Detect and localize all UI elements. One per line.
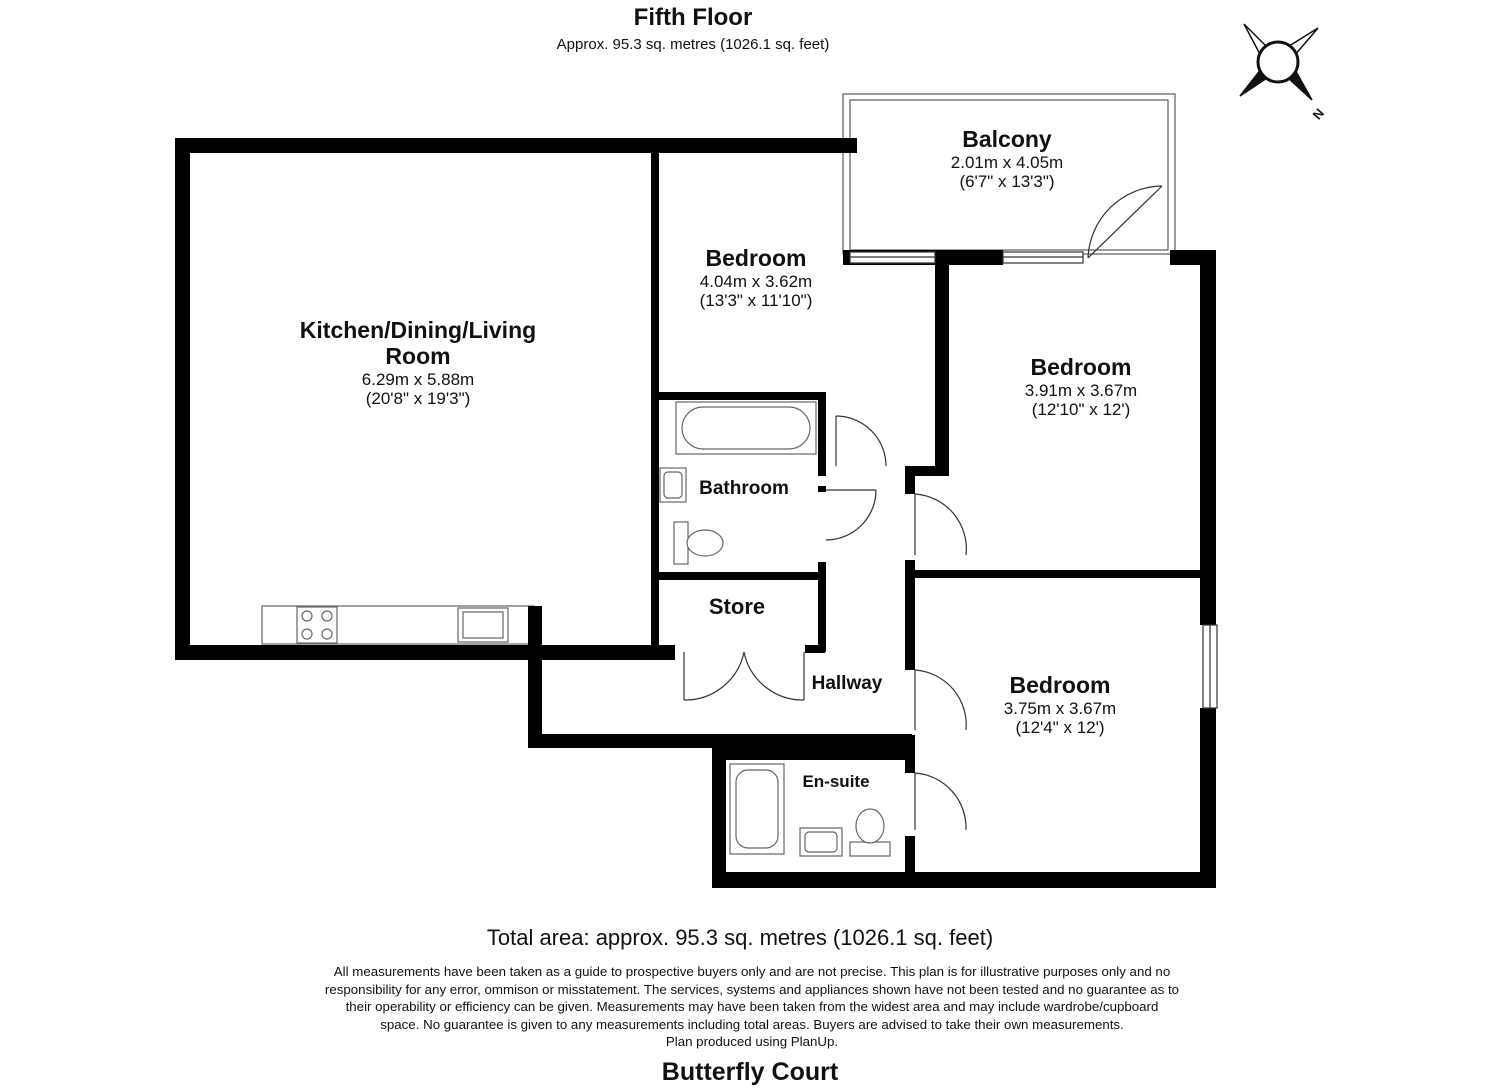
room-store: Store [708, 594, 766, 619]
balcony-metric: 2.01m x 4.05m [950, 153, 1064, 172]
building-name: Butterfly Court [661, 1058, 839, 1086]
kitchen-metric: 6.29m x 5.88m [361, 370, 475, 389]
room-bedroom-1 [700, 245, 813, 310]
bedroom1-name: Bedroom [705, 245, 807, 271]
bedroom3-name: Bedroom [1009, 672, 1111, 698]
total-area: Total area: approx. 95.3 sq. metres (1026.1 sq. feet) [486, 925, 994, 950]
kitchen-counter [262, 606, 534, 644]
kitchen-name-line2: Room [385, 343, 451, 369]
bedroom2-imperial: (12'10" x 12') [1031, 400, 1131, 419]
balcony-imperial: (6'7" x 13'3") [959, 172, 1055, 191]
room-bedroom-3 [1004, 672, 1116, 737]
kitchen-imperial: (20'8" x 19'3") [365, 389, 471, 408]
balcony-name: Balcony [962, 126, 1052, 152]
room-bedroom-2 [1025, 354, 1137, 419]
room-hallway: Hallway [811, 673, 883, 694]
disclaimer-line: their operability or efficiency can be given. Measurements may have been taken from the widest area and may include wardrobe/cupboard [345, 999, 1159, 1014]
disclaimer-line: All measurements have been taken as a guide to prospective buyers only and are not precise. This plan is for illustrative purposes only and no [333, 964, 1171, 979]
disclaimer-line: responsibility for any error, ommison or misstatement. The services, systems and appliances shown have not been tested and no guarantee as to [324, 981, 1180, 997]
disclaimer-line: space. No guarantee is given to any measurements including total areas. Buyers are advised to take their own measurements. [380, 1016, 1124, 1032]
floor-area: Approx. 95.3 sq. metres (1026.1 sq. feet) [556, 36, 830, 53]
compass-north-label: N [1309, 105, 1328, 123]
bedroom1-imperial: (13'3" x 11'10") [699, 291, 813, 310]
bedroom3-metric: 3.75m x 3.67m [1003, 699, 1117, 718]
floor-title: Fifth Floor [633, 4, 753, 31]
disclaimer-line: Plan produced using PlanUp. [665, 1034, 839, 1049]
room-balcony [951, 126, 1063, 191]
compass-icon [1240, 24, 1327, 122]
bedroom1-metric: 4.04m x 3.62m [699, 272, 813, 291]
bedroom2-metric: 3.91m x 3.67m [1024, 381, 1138, 400]
room-bathroom: Bathroom [699, 478, 789, 499]
bedroom2-name: Bedroom [1030, 354, 1132, 380]
disclaimer [262, 963, 1242, 1051]
kitchen-name-line1: Kitchen/Dining/Living [299, 317, 537, 343]
room-kitchen [300, 317, 536, 408]
room-ensuite: En-suite [802, 772, 870, 791]
bedroom3-imperial: (12'4" x 12') [1015, 718, 1105, 737]
